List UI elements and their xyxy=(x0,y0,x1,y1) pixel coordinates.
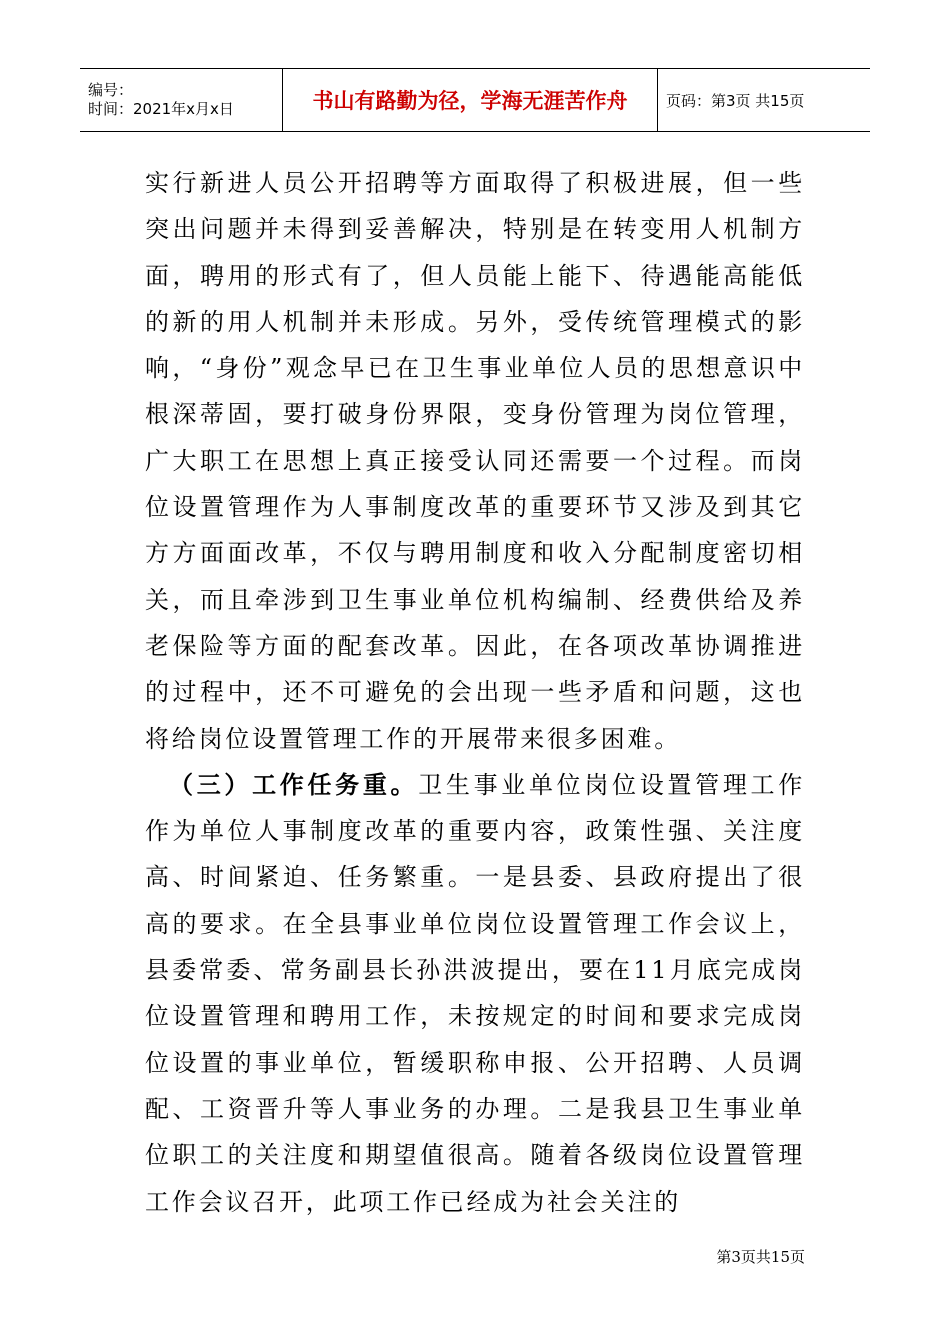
document-body xyxy=(145,160,805,1225)
page-header xyxy=(80,68,870,132)
header-page-info xyxy=(658,69,870,131)
header-motto xyxy=(283,69,658,131)
paragraph-1: 实行新进人员公开招聘等方面取得了积极进展，但一些突出问题并未得到妥善解决，特别是在转变用人机制方面，聘用的形式有了，但人员能上能下、待遇能高能低的新的用人机制并未形成。另外，受传统管理模式的影响，“身份”观念早已在卫生事业单位人员的思想意识中根深蒂固，要打破身份界限，变身份管理为岗位管理，广大职工在思想上真正接受认同还需要一个过程。而岗位设置管理作为人事制度改革的重要环节又涉及到其它方方面面改革，不仅与聘用制度和收入分配制度密切相关，而且牵涉到卫生事业单位机构编制、经费供给及养老保险等方面的配套改革。因此，在各项改革协调推进的过程中，还不可避免的会出现一些矛盾和问题，这也将给岗位设置管理工作的开展带来很多困难。 xyxy=(145,169,805,753)
paragraph-2-text: 卫生事业单位岗位设置管理工作作为单位人事制度改革的重要内容，政策性强、关注度高、时间紧迫、任务繁重。一是县委、县政府提出了很高的要求。在全县事业单位岗位设置管理工作会议上，县委常委、常务副县长孙洪波提出，要在11月底完成岗位设置管理和聘用工作，未按规定的时间和要求完成岗位设置的事业单位，暂缓职称申报、公开招聘、人员调配、工资晋升等人事业务的办理。二是我县卫生事业单位职工的关注度和期望值很高。随着各级岗位设置管理工作会议召开，此项工作已经成为社会关注的 xyxy=(145,770,805,1216)
header-page-number: 页码：第3页 共15页 xyxy=(666,91,805,110)
page-footer xyxy=(716,1246,805,1267)
motto-text: 书山有路勤为径，学海无涯苦作舟 xyxy=(312,89,628,113)
document-date-label: 时间：2021年x月x日 xyxy=(88,100,234,118)
footer-page-number: 第3页共15页 xyxy=(716,1248,805,1266)
header-meta xyxy=(80,69,283,131)
paragraph-2 xyxy=(145,762,805,1225)
document-number-label: 编号： xyxy=(88,81,134,99)
section-heading: （三）工作任务重。 xyxy=(169,769,419,799)
